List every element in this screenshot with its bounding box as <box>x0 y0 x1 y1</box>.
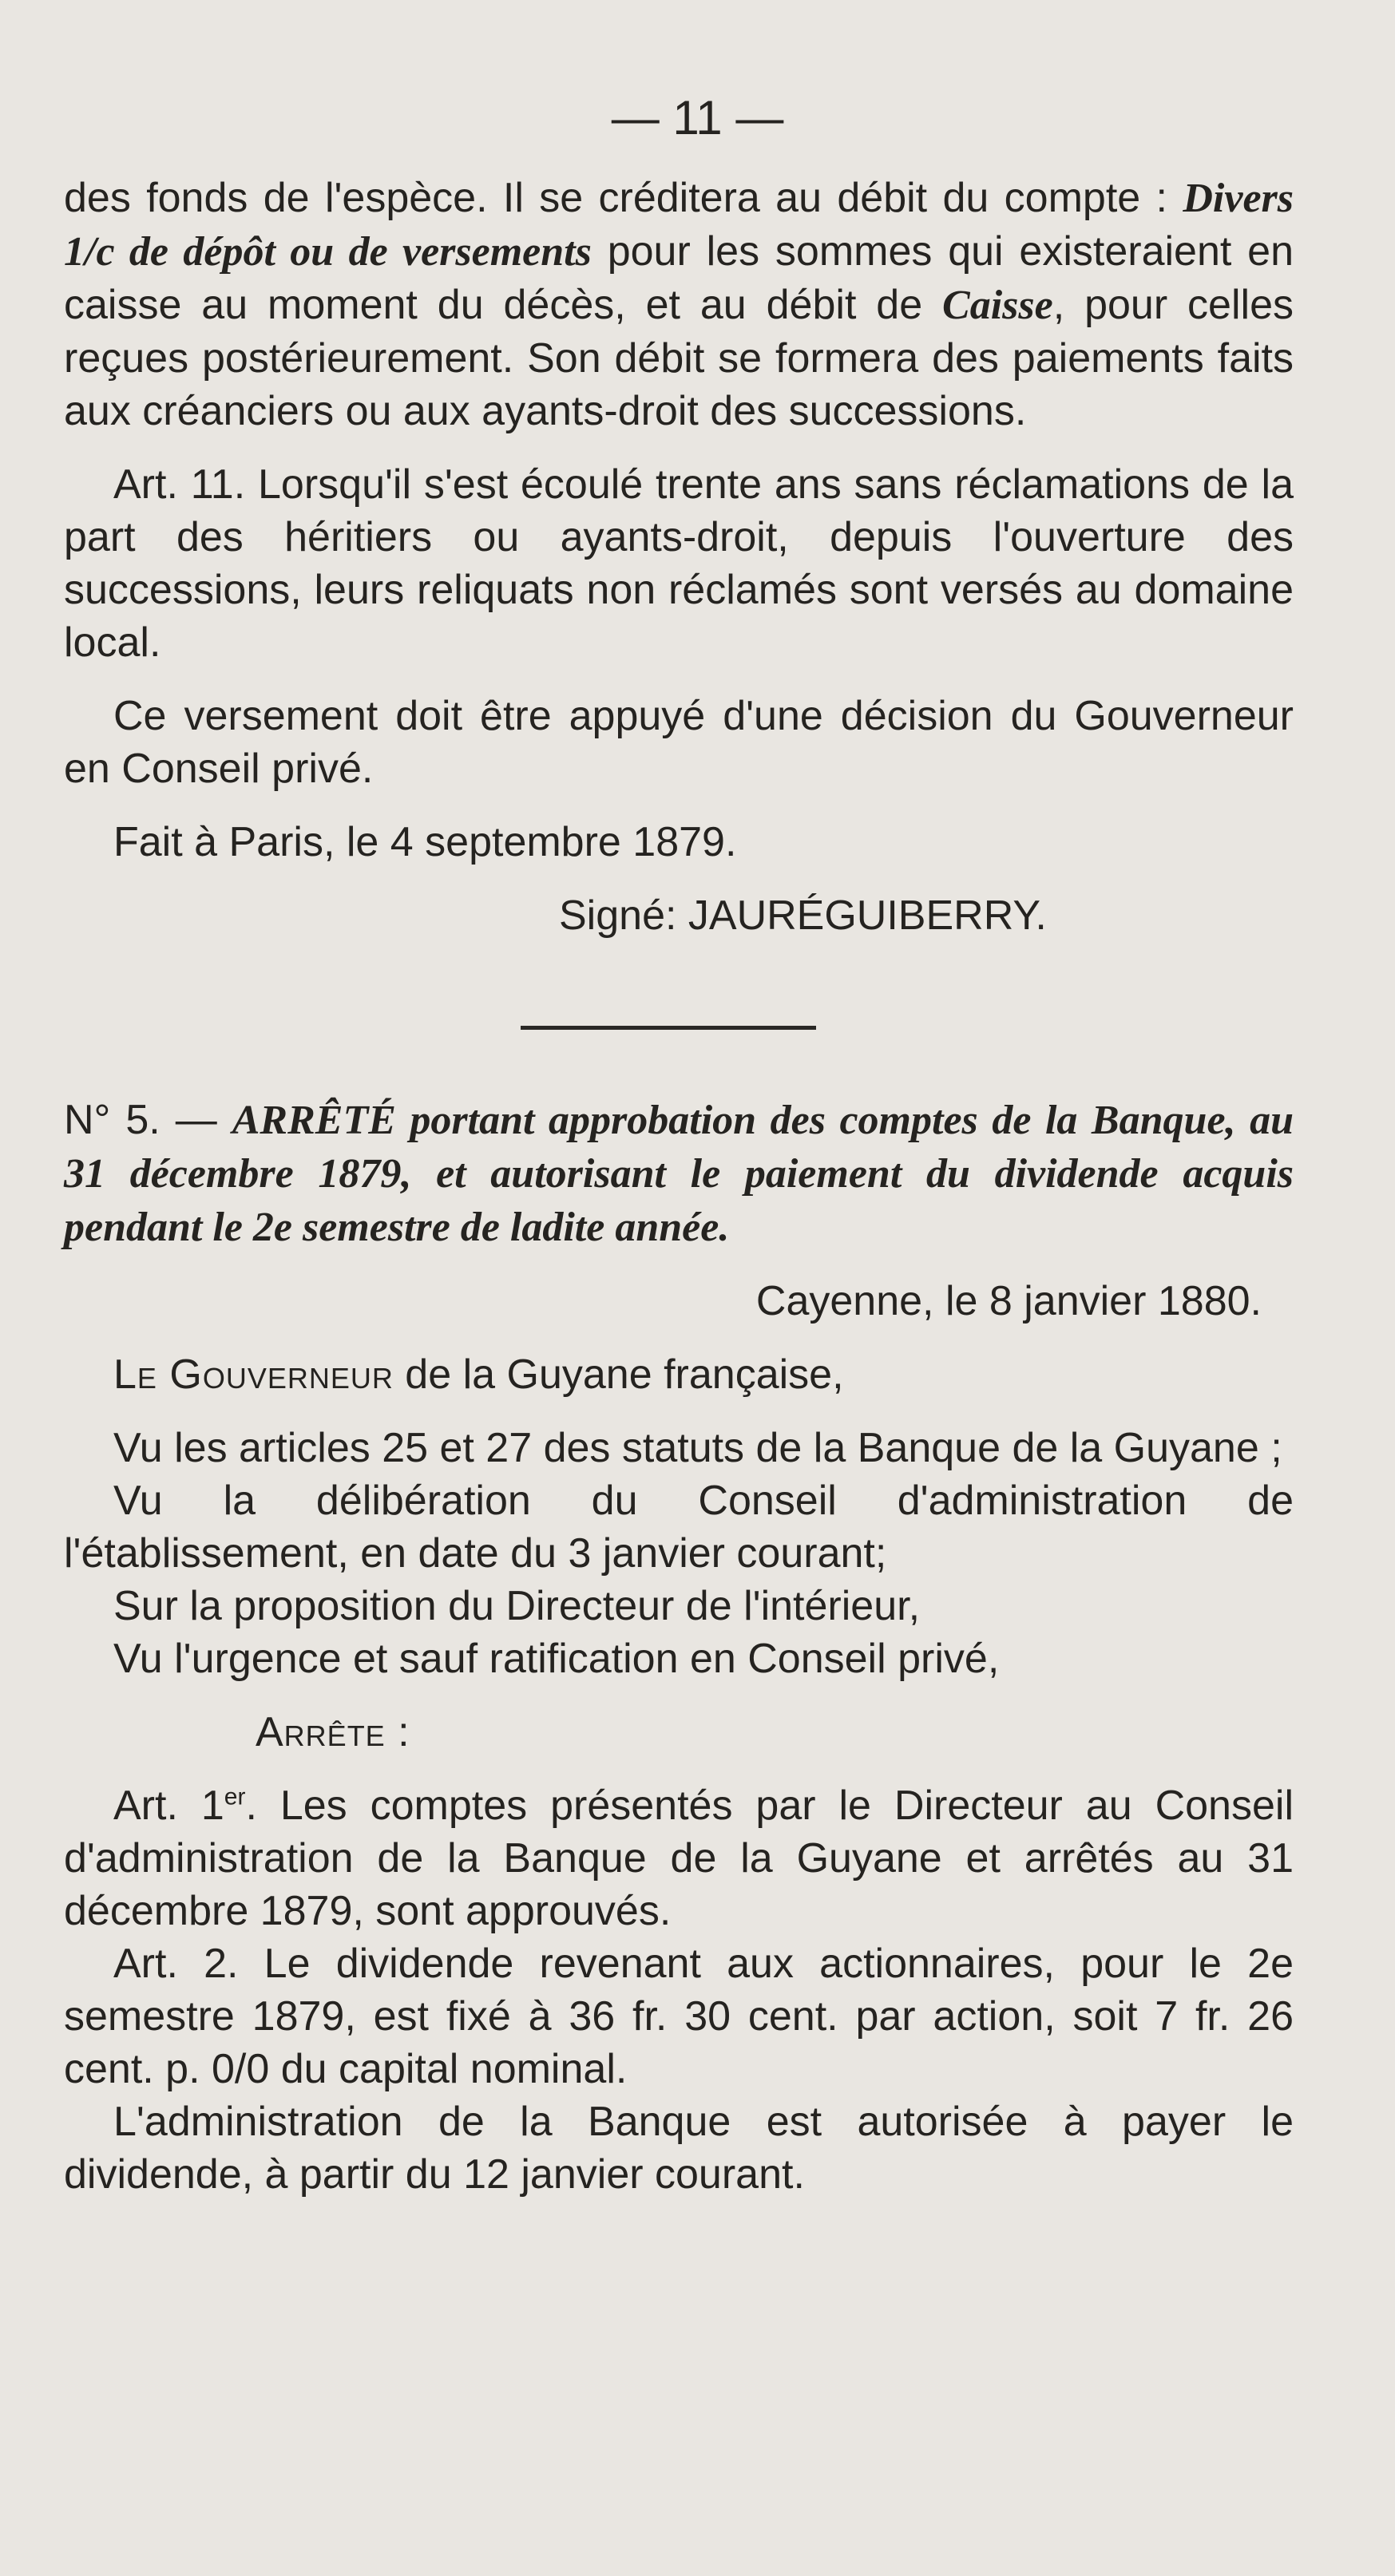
paragraph-text: , pour celles reçues postérieurement. Son débit se formera des paiements faits aux créanciers ou aux ayants-droit des successions. <box>64 282 1294 434</box>
vu-deliberation: Vu la délibération du Conseil d'administration de l'établissement, en date du 3 janvier courant; <box>64 1478 1294 1577</box>
administration-paragraph: L'administration de la Banque est autorisée à payer le dividende, à partir du 12 janvier courant. <box>64 2099 1294 2198</box>
article-1 <box>64 1779 1294 1937</box>
article-11: Art. 11. Lorsqu'il s'est écoulé trente ans sans réclamations de la part des héritiers ou ayants-droit, depuis l'ouverture des successions, leurs reliquats non réclamés sont versés au domaine local. <box>64 461 1294 666</box>
gouverneur-line <box>64 1348 1294 1401</box>
vu-urgence: Vu l'urgence et sauf ratification en Conseil privé, <box>113 1636 1000 1682</box>
gouverneur-smallcaps: Le Gouverneur <box>113 1351 394 1398</box>
sur-proposition: Sur la proposition du Directeur de l'intérieur, <box>113 1583 921 1629</box>
article-1-text: . Les comptes présentés par le Directeur au Conseil d'administration de la Banque de la Guyane et arrêtés au 31 décembre 1879, sont approuvés. <box>64 1783 1294 1934</box>
section-2 <box>64 1094 1294 2201</box>
paragraph-text: des fonds de l'espèce. Il se créditera au débit du compte : <box>64 175 1183 221</box>
date-line: Cayenne, le 8 janvier 1880. <box>755 1278 1262 1324</box>
emphasis-text: Caisse <box>942 283 1053 328</box>
paragraph-caisse <box>64 172 1294 437</box>
paragraph-text: pour les sommes qui existeraient en caisse au moment du décès, et au débit de <box>64 228 1294 328</box>
article-1-superscript: er <box>224 1783 246 1810</box>
section-1 <box>64 172 1294 942</box>
arrete-title: ARRÊTÉ portant approbation des comptes de la Banque, au 31 décembre 1879, et autorisant le paiement du dividende acquis pendant le 2e semestre de ladite année. <box>64 1098 1294 1250</box>
gouverneur-rest: de la Guyane française, <box>393 1351 844 1398</box>
emphasis-text: Divers 1/c de dépôt ou de versements <box>64 176 1294 275</box>
article-1-label: Art. 1 <box>113 1783 224 1829</box>
arrete-label: Arrête : <box>256 1709 410 1755</box>
signature-line: Signé: JAURÉGUIBERRY. <box>559 892 1047 939</box>
page-number: — 11 — <box>611 91 784 144</box>
fait-a-paris: Fait à Paris, le 4 septembre 1879. <box>113 819 737 865</box>
vu-articles: Vu les articles 25 et 27 des statuts de la Banque de la Guyane ; <box>113 1425 1282 1471</box>
section-divider <box>521 1026 816 1030</box>
arrete-number: N° 5. — <box>64 1097 232 1143</box>
arrete-heading <box>64 1094 1294 1254</box>
article-2: Art. 2. Le dividende revenant aux actionnaires, pour le 2e semestre 1879, est fixé à 36 fr. 30 cent. par action, soit 7 fr. 26 cent. p. 0/0 du capital nominal. <box>64 1941 1294 2092</box>
paragraph-versement: Ce versement doit être appuyé d'une décision du Gouverneur en Conseil privé. <box>64 693 1294 792</box>
